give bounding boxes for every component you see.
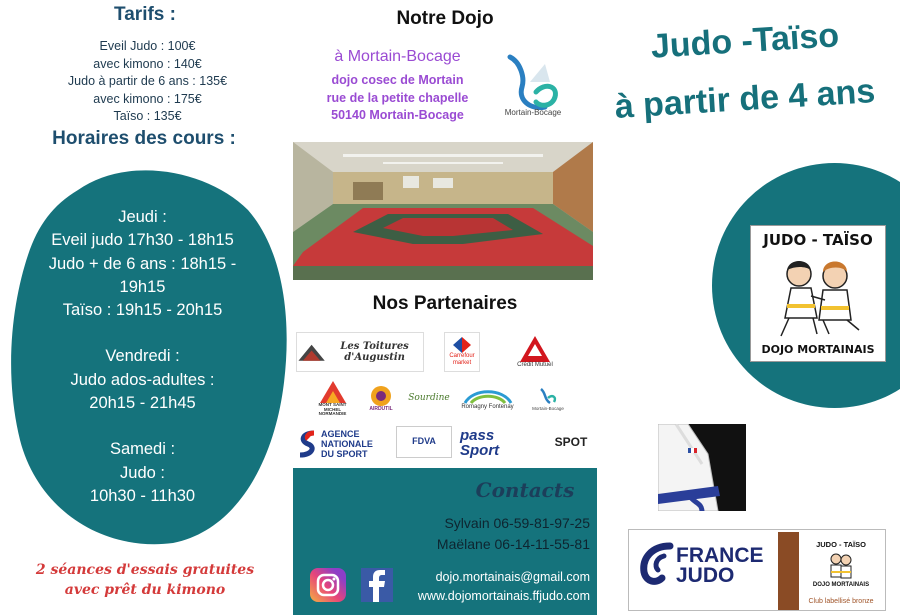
airdutil-icon [370, 385, 392, 407]
partner-ans-logo [296, 426, 388, 462]
partner-credit-mutuel-logo [512, 332, 558, 372]
badge-title: JUDO - TAÏSO [816, 540, 866, 549]
partner-spot-name: SPOT [554, 435, 588, 450]
club-logo-subtitle: DOJO MORTAINAIS [761, 343, 875, 356]
ans-line: DU SPORT [321, 449, 368, 459]
free-trial-line: avec prêt du kimono [64, 582, 226, 598]
ans-icon [296, 429, 318, 459]
schedule-line: 20h15 - 21h45 [89, 394, 196, 413]
partner-carrefour-name: Carrefour market [449, 353, 475, 366]
schedule-line: Judo : [120, 463, 165, 482]
ans-line: NATIONALE [321, 439, 373, 449]
headline-title: Judo -Taïso [649, 16, 841, 66]
instagram-glyph [310, 568, 346, 602]
address-line: dojo cosec de Mortain [331, 73, 464, 87]
partner-msmn-name: MONT SAINT MICHEL NORMANDIE [318, 401, 347, 417]
badge-label: Club labellisé bronze [808, 598, 874, 605]
partner-airdutil-logo [364, 380, 398, 418]
france-judo-text [676, 546, 776, 586]
headline-subtitle: à partir de 4 ans [613, 72, 877, 126]
tarif-line: Eveil Judo : 100€ [99, 39, 196, 53]
badge-subtitle: DOJO MORTAINAIS [812, 582, 870, 588]
tarif-line: avec kimono : 175€ [93, 91, 202, 106]
tarifs-title: Tarifs : [114, 4, 176, 25]
credit-mutuel-icon [520, 336, 550, 362]
schedule-line: Eveil judo 17h30 - 18h15 [51, 231, 234, 250]
badge-kids-icon [826, 552, 856, 580]
day-jeudi: Jeudi : [118, 208, 167, 226]
dojo-title: Notre Dojo [396, 8, 494, 29]
day-vendredi: Vendredi : [105, 347, 180, 366]
mb-small-icon [538, 387, 558, 407]
partner-msmn-logo [310, 380, 355, 418]
partner-mb-small-logo [530, 382, 566, 416]
partner-fdva-logo [396, 426, 452, 458]
contact-website[interactable]: www.dojomortainais.ffjudo.com [417, 589, 590, 603]
facebook-icon[interactable] [361, 568, 393, 602]
tarif-line: avec kimono : 140€ [93, 56, 202, 71]
partner-carrefour-logo [444, 332, 480, 372]
contact-phone: Sylvain 06-59-81-97-25 [444, 515, 590, 531]
france-judo-line: FRANCE [676, 544, 764, 567]
partner-sourdine-name: Sourdine [408, 393, 450, 404]
pass-sport-line-2: Sport [460, 442, 500, 459]
partner-toitures-name: Les Toitures d'Augustin [340, 341, 409, 363]
partner-romagny-name: Romagny Fontenay [461, 403, 514, 410]
facebook-glyph [361, 568, 393, 602]
address-line: 50140 Mortain-Bocage [331, 108, 464, 122]
france-judo-icon [640, 542, 674, 586]
dojo-address [300, 72, 495, 125]
roof-icon [297, 336, 326, 368]
schedule-line: Taïso : 19h15 - 20h15 [62, 301, 223, 320]
contact-phone: Maëlane 06-14-11-55-81 [436, 536, 590, 552]
contacts-title: Contacts [475, 478, 575, 502]
pass-sport-line-1: pass [460, 427, 495, 444]
partner-airdutil-name: AIRDUTIL [369, 406, 393, 413]
mortain-bocage-label: Mortain-Bocage [504, 108, 562, 117]
contact-email[interactable]: dojo.mortainais@gmail.com [435, 570, 590, 584]
kimono-illustration [658, 424, 746, 511]
france-judo-line: JUDO [676, 564, 735, 587]
tarif-line: Taïso : 135€ [113, 109, 182, 124]
partner-sourdine-logo [408, 383, 450, 415]
spacer [20, 322, 265, 345]
free-trial-note [20, 560, 270, 600]
schedule-line: Judo + de 6 ans : 18h15 - [48, 254, 237, 273]
msmn-icon [320, 381, 346, 403]
partner-mb-small-name: Mortain-Bocage [532, 405, 564, 411]
club-logo-title: JUDO - TAÏSO [763, 231, 873, 249]
instagram-icon[interactable] [310, 568, 346, 602]
partner-fdva-name: FDVA [412, 436, 436, 447]
partners-title: Nos Partenaires [372, 293, 518, 314]
schedule-line: 10h30 - 11h30 [89, 486, 196, 505]
partner-toitures-logo [296, 332, 424, 372]
day-samedi: Samedi : [109, 440, 176, 459]
horaires-title: Horaires des cours : [52, 128, 236, 149]
partner-ans-name [321, 429, 373, 459]
schedule-line: 19h15 [119, 277, 166, 296]
romagny-icon [463, 388, 513, 404]
schedule-line: Judo ados-adultes : [70, 370, 215, 389]
tarifs-list [40, 38, 255, 126]
dojo-photo [293, 142, 593, 280]
address-line: rue de la petite chapelle [326, 90, 469, 105]
partner-credit-mutuel-name: Crédit Mutuel [517, 361, 553, 368]
partner-romagny-logo [455, 383, 520, 415]
carrefour-icon [453, 337, 471, 353]
spacer [20, 415, 265, 438]
partner-spot-logo [546, 428, 596, 458]
free-trial-line: 2 séances d'essais gratuites [35, 562, 255, 578]
dojo-city: à Mortain-Bocage [334, 48, 461, 65]
ans-line: AGENCE [321, 429, 360, 439]
partner-pass-sport-logo [460, 426, 542, 460]
schedule-text [20, 206, 265, 508]
tarif-line: Judo à partir de 6 ans : 135€ [67, 74, 228, 89]
